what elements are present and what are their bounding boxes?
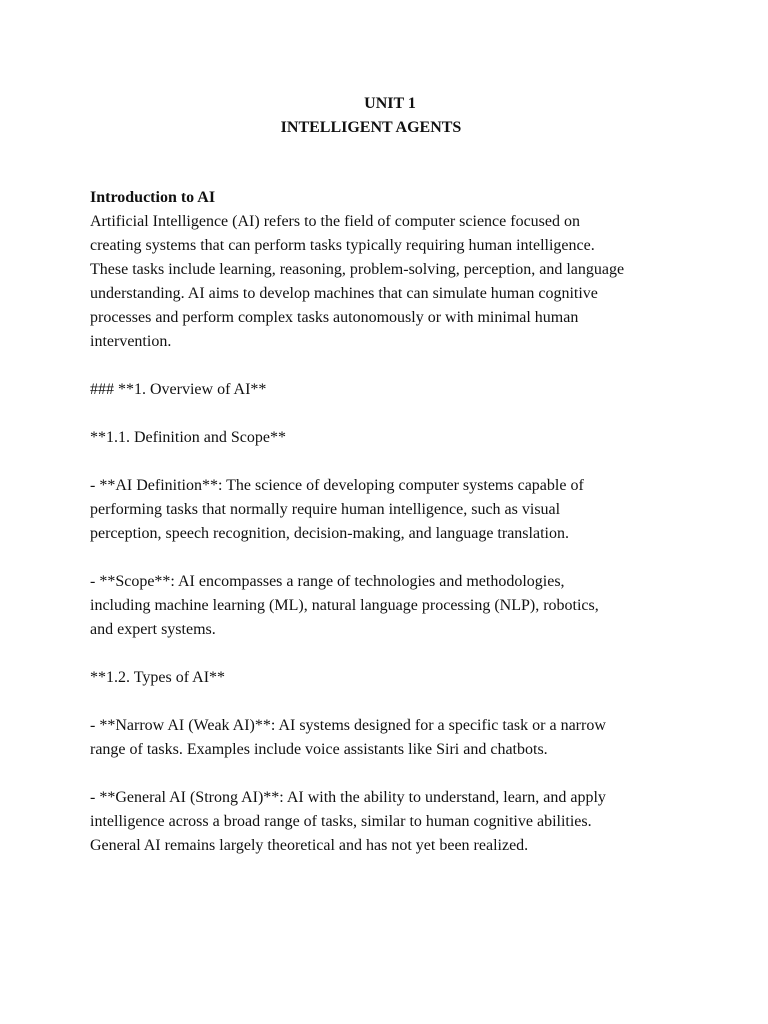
text-line: creating systems that can perform tasks typically requiring human intelligence. (90, 237, 595, 254)
text-line: - **General AI (Strong AI)**: AI with the ability to understand, learn, and apply (90, 789, 606, 806)
general-ai-paragraph (90, 786, 690, 858)
text-line: General AI remains largely theoretical and has not yet been realized. (90, 837, 529, 854)
spacer (90, 354, 690, 378)
intro-heading: Introduction to AI (90, 189, 216, 206)
document-body (90, 186, 690, 858)
text-line: intelligence across a broad range of tasks, similar to human cognitive abilities. (90, 813, 592, 830)
text-line: performing tasks that normally require human intelligence, such as visual (90, 501, 561, 518)
unit-number: UNIT 1 (364, 95, 416, 112)
text-line: processes and perform complex tasks autonomously or with minimal human (90, 309, 579, 326)
text-line: - **Narrow AI (Weak AI)**: AI systems designed for a specific task or a narrow (90, 717, 606, 734)
text-line: - **AI Definition**: The science of developing computer systems capable of (90, 477, 584, 494)
spacer (90, 642, 690, 666)
spacer (90, 450, 690, 474)
subsection-types: **1.2. Types of AI** (90, 669, 226, 686)
text-line: perception, speech recognition, decision-making, and language translation. (90, 525, 569, 542)
subsection-definition: **1.1. Definition and Scope** (90, 429, 286, 446)
ai-definition-paragraph (90, 474, 690, 546)
text-line: intervention. (90, 333, 172, 350)
scope-paragraph (90, 570, 690, 642)
unit-title-block (0, 92, 768, 140)
text-line: and expert systems. (90, 621, 216, 638)
text-line: - **Scope**: AI encompasses a range of technologies and methodologies, (90, 573, 565, 590)
text-line: These tasks include learning, reasoning, problem-solving, perception, and language (90, 261, 625, 278)
spacer (90, 546, 690, 570)
unit-title: INTELLIGENT AGENTS (280, 119, 462, 136)
spacer (90, 690, 690, 714)
text-line: Artificial Intelligence (AI) refers to the field of computer science focused on (90, 213, 581, 230)
section-overview: ### **1. Overview of AI** (90, 381, 267, 398)
spacer (90, 402, 690, 426)
text-line: including machine learning (ML), natural language processing (NLP), robotics, (90, 597, 599, 614)
text-line: range of tasks. Examples include voice assistants like Siri and chatbots. (90, 741, 548, 758)
intro-paragraph (90, 210, 690, 354)
spacer (90, 762, 690, 786)
text-line: understanding. AI aims to develop machines that can simulate human cognitive (90, 285, 598, 302)
narrow-ai-paragraph (90, 714, 690, 762)
